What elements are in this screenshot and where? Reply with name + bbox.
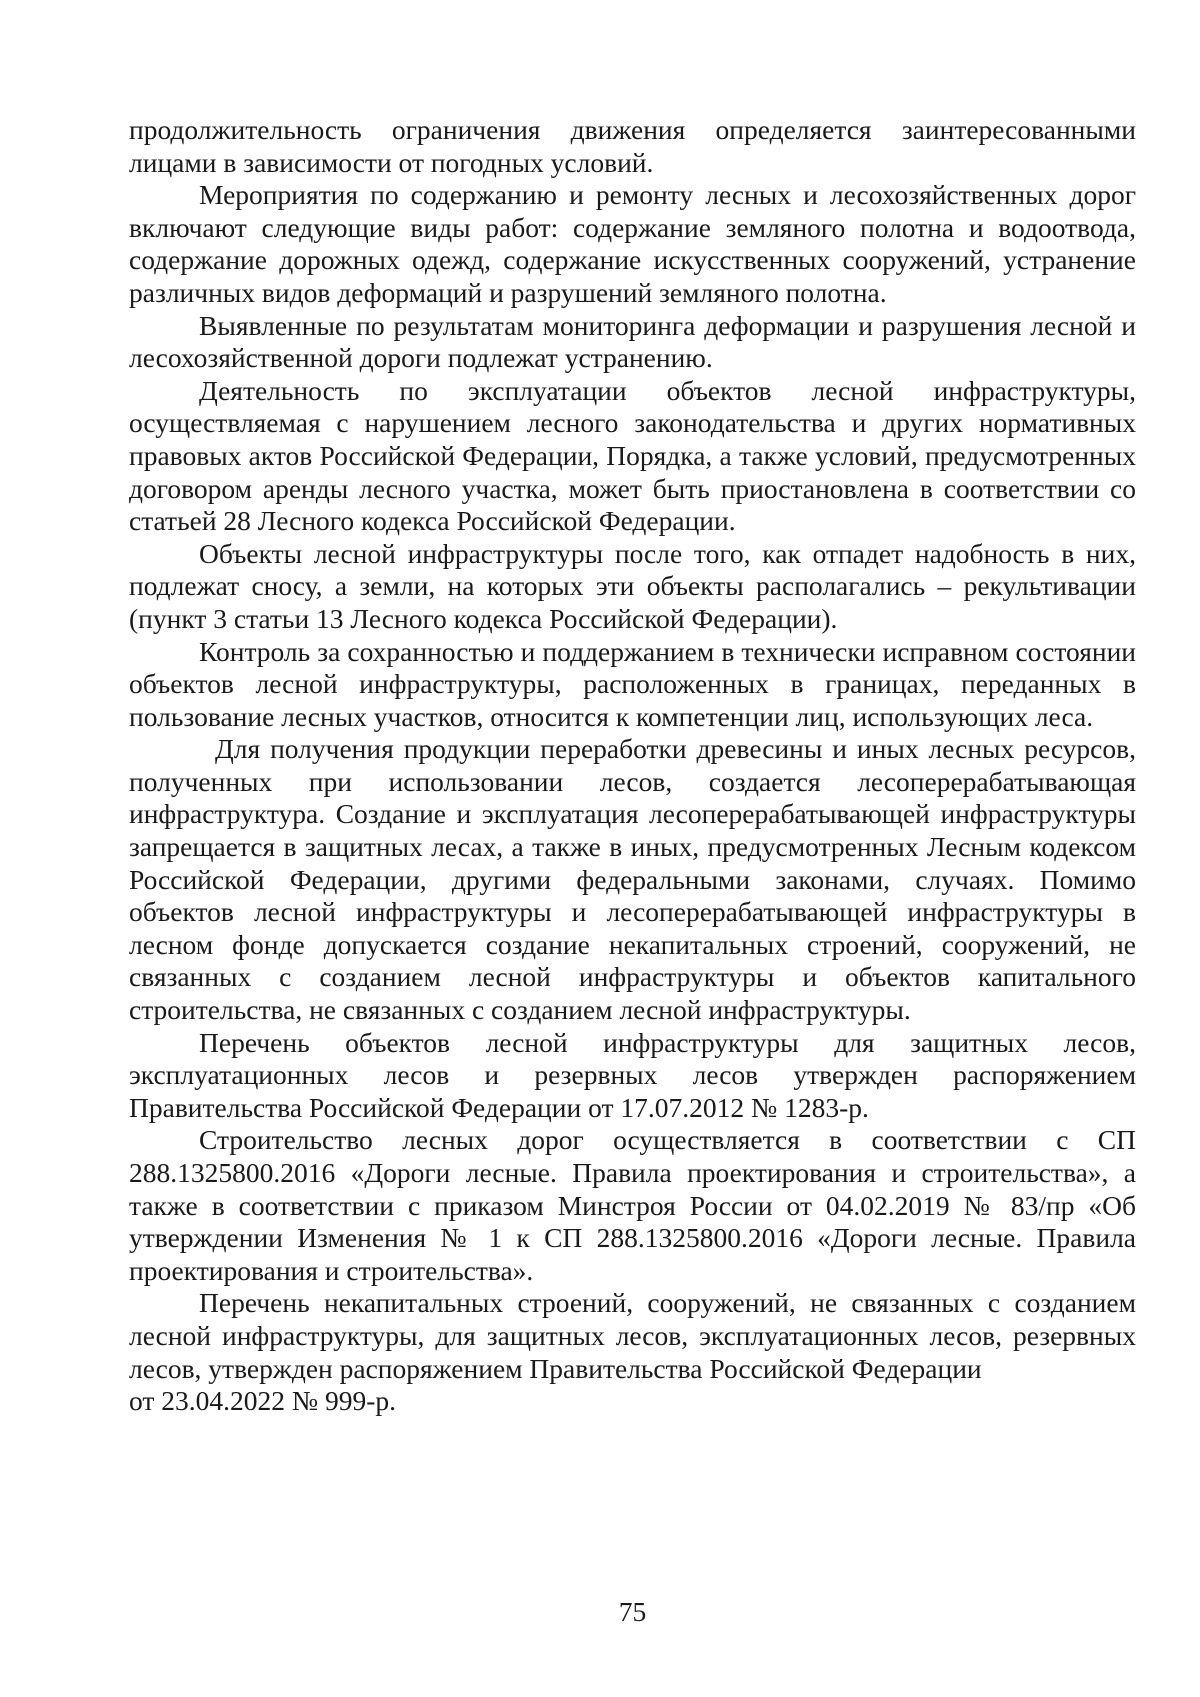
- paragraph-5: Объекты лесной инфраструктуры после того, как отпадет надобность в них, подлежат сносу, а земли, на которых эти объекты располагались – рекультивации (пункт 3 статьи 13 Лесного кодекса Российской Федерации).: [129, 537, 1136, 634]
- paragraph-2: Мероприятия по содержанию и ремонту лесных и лесохозяйственных дорог включают следующие виды работ: содержание земляного полотна и водоотвода, содержание дорожных одежд, содержание искусственных сооружений, устранение различных видов деформаций и разрушений земляного полотна.: [129, 179, 1136, 308]
- paragraph-1: продолжительность ограничения движения определяется заинтересованными лицами в зависимости от погодных условий.: [129, 114, 1136, 178]
- paragraph-8: Перечень объектов лесной инфраструктуры для защитных лесов, эксплуатационных лесов и резервных лесов утвержден распоряжением Правительства Российской Федерации от 17.07.2012 № 1283-р.: [129, 1026, 1136, 1123]
- paragraph-7: Для получения продукции переработки древесины и иных лесных ресурсов, полученных при использовании лесов, создается лесоперерабатывающая инфраструктура. Создание и эксплуатация лесоперерабатывающей инфраструктуры запрещается в защитных лесах, а также в иных, предусмотренных Лесным кодексом Российской Федерации, другими федеральными законами, случаях. Помимо объектов лесной инфраструктуры и лесоперерабатывающей инфраструктуры в лесном фонде допускается создание некапитальных строений, сооружений, не связанных с созданием лесной инфраструктуры и объектов капитального строительства, не связанных с созданием лесной инфраструктуры.: [129, 733, 1136, 1026]
- document-body: [129, 114, 1136, 1418]
- paragraph-10: Перечень некапитальных строений, сооружений, не связанных с созданием лесной инфраструктуры, для защитных лесов, эксплуатационных лесов, резервных лесов, утвержден распоряжением Правительства Российской Федерации: [129, 1287, 1136, 1384]
- paragraph-3: Выявленные по результатам мониторинга деформации и разрушения лесной и лесохозяйственной дороги подлежат устранению.: [129, 309, 1136, 374]
- page-number: 75: [618, 1596, 647, 1627]
- paragraph-4: Деятельность по эксплуатации объектов лесной инфраструктуры, осуществляемая с нарушением лесного законодательства и других нормативных правовых актов Российской Федерации, Порядка, а также условий, предусмотренных договором аренды лесного участка, может быть приостановлена в соответствии со статьей 28 Лесного кодекса Российской Федерации.: [129, 374, 1136, 537]
- paragraph-6: Контроль за сохранностью и поддержанием в технически исправном состоянии объектов лесной инфраструктуры, расположенных в границах, переданных в пользование лесных участков, относится к компетенции лиц, использующих леса.: [129, 635, 1136, 732]
- paragraph-11: от 23.04.2022 № 999-р.: [129, 1385, 397, 1417]
- paragraph-9: Строительство лесных дорог осуществляется в соответствии с СП 288.1325800.2016 «Дороги лесные. Правила проектирования и строительства», а также в соответствии с приказом Минстроя России от 04.02.2019 № 83/пр «Об утверждении Изменения № 1 к СП 288.1325800.2016 «Дороги лесные. Правила проектирования и строительства».: [129, 1124, 1136, 1286]
